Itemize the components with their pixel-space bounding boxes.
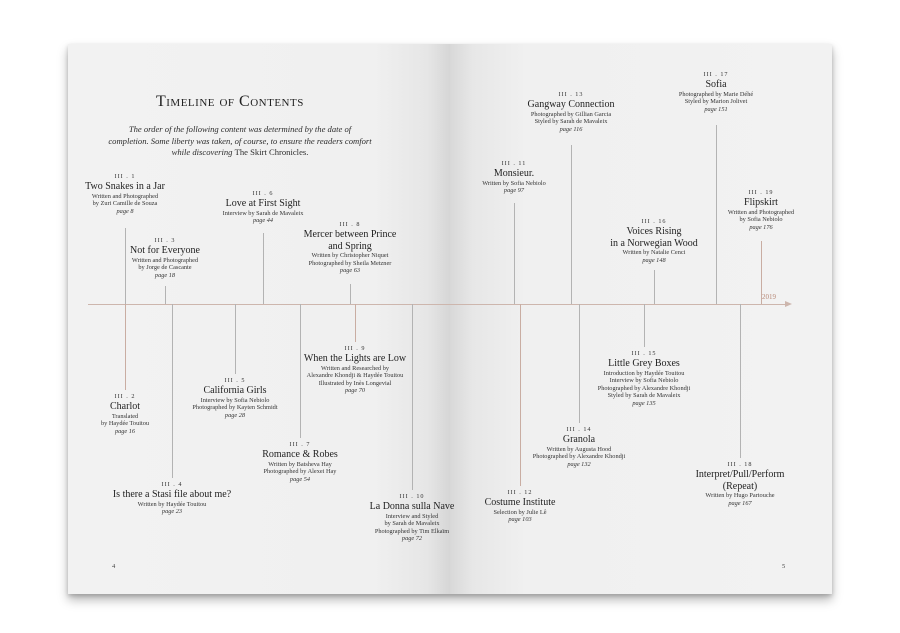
entry-number: III . 15 bbox=[631, 350, 657, 357]
timeline-entry-18[interactable] bbox=[696, 461, 785, 507]
entry-number: III . 7 bbox=[289, 441, 311, 448]
entry-number: III . 13 bbox=[558, 91, 584, 98]
entry-title: in a Norwegian Wood bbox=[610, 237, 698, 249]
entry-page: page 135 bbox=[632, 399, 656, 407]
entry-credit: Written and Photographed bbox=[131, 256, 199, 264]
page-number-left: 4 bbox=[112, 563, 116, 570]
timeline-entry-15[interactable] bbox=[598, 350, 691, 408]
entry-title: and Spring bbox=[328, 240, 372, 252]
entry-page: page 132 bbox=[567, 460, 591, 468]
timeline-entry-8[interactable] bbox=[304, 221, 397, 275]
entry-title: Monsieur. bbox=[493, 168, 535, 179]
entry-page: page 16 bbox=[114, 427, 136, 435]
magazine-name: The Skirt Chronicles. bbox=[234, 147, 309, 157]
entry-page: page 167 bbox=[728, 499, 752, 507]
timeline-entry-4[interactable] bbox=[113, 481, 231, 516]
timeline-entry-16[interactable] bbox=[610, 218, 698, 264]
entry-number: III . 18 bbox=[727, 461, 753, 468]
entry-title: La Donna sulla Nave bbox=[369, 501, 455, 512]
entry-page: page 8 bbox=[116, 207, 134, 215]
entry-credit: Interview and Styled bbox=[385, 512, 439, 520]
entry-credit: Styled by Sarah de Mavaleix bbox=[534, 118, 608, 126]
entry-credit: by Zuri Camille de Souza bbox=[92, 200, 158, 208]
entry-credit: Photographed by Tim Elkaïm bbox=[374, 527, 450, 535]
entry-credit: Written by Augusta Hood bbox=[546, 445, 612, 453]
entry-page: page 151 bbox=[704, 105, 728, 113]
entry-credit: Photographed by Alexei Hay bbox=[263, 468, 337, 476]
page-title: Timeline of Contents bbox=[156, 93, 304, 110]
entry-credit: Styled by Sarah de Mavaleix bbox=[607, 392, 681, 400]
entry-title: Voices Rising bbox=[626, 226, 682, 237]
entry-title: (Repeat) bbox=[722, 480, 758, 492]
entry-credit: Introduction by Haydée Touitou bbox=[603, 369, 685, 377]
entry-title: Mercer between Prince bbox=[303, 229, 397, 240]
timeline-connector-2 bbox=[125, 304, 126, 390]
entry-title: California Girls bbox=[203, 385, 267, 396]
entry-title: Not for Everyone bbox=[130, 245, 200, 256]
timeline-connector-4 bbox=[172, 304, 173, 478]
entry-credit: Photographed by Alexandre Khondji bbox=[532, 453, 626, 461]
entry-number: III . 17 bbox=[703, 71, 729, 78]
entry-number: III . 9 bbox=[344, 345, 366, 352]
entry-credit: Written by Batsheva Hay bbox=[268, 460, 332, 468]
entry-page: page 23 bbox=[161, 508, 183, 516]
page-number-right: 5 bbox=[782, 563, 786, 570]
entry-number: III . 12 bbox=[507, 489, 533, 496]
timeline-year: 2019 bbox=[762, 293, 776, 301]
timeline-entry-6[interactable] bbox=[223, 190, 304, 225]
timeline-axis bbox=[88, 304, 788, 305]
entry-credit: by Haydée Touitou bbox=[100, 420, 150, 428]
entry-credit: by Sarah de Mavaleix bbox=[384, 520, 440, 528]
entry-credit: Photographed by Kayten Schmidt bbox=[192, 404, 278, 412]
entry-number: III . 16 bbox=[641, 218, 667, 225]
timeline-connector-1 bbox=[125, 228, 126, 304]
timeline-entry-7[interactable] bbox=[262, 441, 338, 483]
timeline-connector-12 bbox=[520, 304, 521, 486]
entry-title: Costume Institute bbox=[484, 497, 556, 508]
entry-credit: Written and Photographed bbox=[91, 192, 159, 200]
timeline-connector-3 bbox=[165, 286, 166, 304]
timeline-connector-10 bbox=[412, 304, 413, 490]
timeline-connector-13 bbox=[571, 145, 572, 304]
entry-number: III . 3 bbox=[154, 237, 176, 244]
entry-title: Flipskirt bbox=[744, 197, 778, 208]
entry-page: page 28 bbox=[224, 411, 246, 419]
entry-number: III . 11 bbox=[501, 160, 527, 167]
entry-number: III . 19 bbox=[748, 189, 774, 196]
entry-credit: Alexandre Khondji & Haydée Touitou bbox=[306, 372, 404, 380]
entry-page: page 44 bbox=[252, 217, 274, 225]
entry-credit: Illustrated by Inès Longevial bbox=[318, 379, 392, 387]
timeline-entry-10[interactable] bbox=[370, 493, 455, 543]
entry-credit: by Sofia Nebiolo bbox=[739, 216, 783, 224]
entry-title: Sofia bbox=[705, 79, 727, 90]
entry-title: Little Grey Boxes bbox=[608, 358, 680, 369]
entry-credit: Translated bbox=[111, 412, 139, 420]
timeline-connector-7 bbox=[300, 304, 301, 438]
entry-page: page 116 bbox=[559, 125, 583, 133]
entry-number: III . 10 bbox=[399, 493, 425, 500]
entry-page: page 54 bbox=[289, 475, 311, 483]
entry-credit: Photographed by Marie Déhé bbox=[678, 90, 754, 98]
timeline-connector-9 bbox=[355, 304, 356, 342]
entry-credit: Photographed by Gillian Garcia bbox=[530, 110, 612, 118]
timeline-entry-11[interactable] bbox=[482, 160, 546, 195]
entry-number: III . 5 bbox=[224, 377, 246, 384]
entry-credit: Selection by Julie Lê bbox=[493, 508, 547, 516]
entry-credit: Interview by Sofia Nebiolo bbox=[200, 396, 270, 404]
entry-title: Granola bbox=[562, 434, 596, 445]
entry-title: Two Snakes in a Jar bbox=[85, 181, 165, 192]
entry-credit: Photographed by Alexandre Khondji bbox=[597, 384, 691, 392]
timeline-connector-5 bbox=[235, 304, 236, 374]
entry-credit: Interview by Sarah de Mavaleix bbox=[222, 209, 304, 217]
timeline-entry-1[interactable] bbox=[85, 173, 165, 215]
timeline-connector-11 bbox=[514, 203, 515, 304]
entry-credit: Written and Researched by bbox=[320, 364, 390, 372]
timeline-entry-3[interactable] bbox=[130, 237, 200, 279]
entry-credit: Written by Natalie Cenci bbox=[622, 249, 686, 256]
entry-title: Gangway Connection bbox=[527, 99, 615, 110]
timeline-connector-6 bbox=[263, 233, 264, 304]
intro-paragraph bbox=[108, 124, 372, 159]
entry-credit: Written by Sofia Nebiolo bbox=[482, 179, 546, 187]
entry-page: page 97 bbox=[503, 187, 525, 195]
timeline-connector-19 bbox=[761, 241, 762, 304]
timeline-entry-19[interactable] bbox=[728, 189, 794, 231]
entry-credit: Written and Photographed bbox=[727, 208, 795, 216]
entry-number: III . 2 bbox=[114, 393, 136, 400]
entry-title: Romance & Robes bbox=[262, 449, 338, 460]
timeline-entry-17[interactable] bbox=[679, 71, 753, 113]
entry-page: page 176 bbox=[749, 223, 773, 231]
timeline-entry-14[interactable] bbox=[533, 426, 626, 468]
timeline-connector-16 bbox=[654, 270, 655, 304]
timeline-entry-12[interactable] bbox=[485, 489, 556, 524]
entry-credit: Interview by Sofia Nebiolo bbox=[609, 377, 679, 385]
entry-number: III . 8 bbox=[339, 221, 361, 228]
entry-number: III . 1 bbox=[114, 173, 136, 180]
timeline-arrowhead bbox=[785, 301, 792, 307]
entry-number: III . 4 bbox=[161, 481, 183, 488]
timeline-connector-14 bbox=[579, 304, 580, 423]
entry-page: page 103 bbox=[508, 516, 532, 524]
timeline-entry-13[interactable] bbox=[528, 91, 615, 133]
intro-text: The order of the following content was determined by the date of completion. Some liberty was taken, of course, to ensure the readers comfort while discovering bbox=[108, 124, 372, 157]
timeline-entry-9[interactable] bbox=[304, 345, 406, 395]
entry-number: III . 6 bbox=[252, 190, 274, 197]
entry-page: page 72 bbox=[401, 535, 423, 543]
entry-page: page 63 bbox=[339, 267, 361, 275]
timeline-entry-5[interactable] bbox=[192, 377, 277, 419]
entry-credit: by Jorge de Cascante bbox=[138, 264, 192, 272]
entry-title: Is there a Stasi file about me? bbox=[112, 489, 232, 500]
timeline-connector-17 bbox=[716, 125, 717, 304]
timeline-connector-8 bbox=[350, 284, 351, 304]
entry-title: Interpret/Pull/Perform bbox=[695, 469, 785, 480]
entry-page: page 70 bbox=[344, 387, 366, 395]
entry-title: When the Lights are Low bbox=[303, 353, 407, 364]
entry-number: III . 14 bbox=[566, 426, 592, 433]
timeline-entry-2[interactable] bbox=[101, 393, 149, 435]
entry-title: Love at First Sight bbox=[225, 198, 301, 209]
entry-credit: Written by Christopher Niquet bbox=[311, 252, 389, 259]
timeline-connector-18 bbox=[740, 304, 741, 458]
entry-page: page 18 bbox=[154, 271, 176, 279]
entry-credit: Written by Haydée Touitou bbox=[137, 500, 207, 508]
timeline-connector-15 bbox=[644, 304, 645, 347]
entry-credit: Photographed by Sheila Metzner bbox=[308, 259, 392, 267]
entry-credit: Written by Hugo Partouche bbox=[705, 492, 775, 499]
entry-page: page 148 bbox=[642, 256, 666, 264]
entry-credit: Styled by Marion Jolivet bbox=[684, 98, 748, 106]
entry-title: Charlot bbox=[110, 401, 140, 412]
